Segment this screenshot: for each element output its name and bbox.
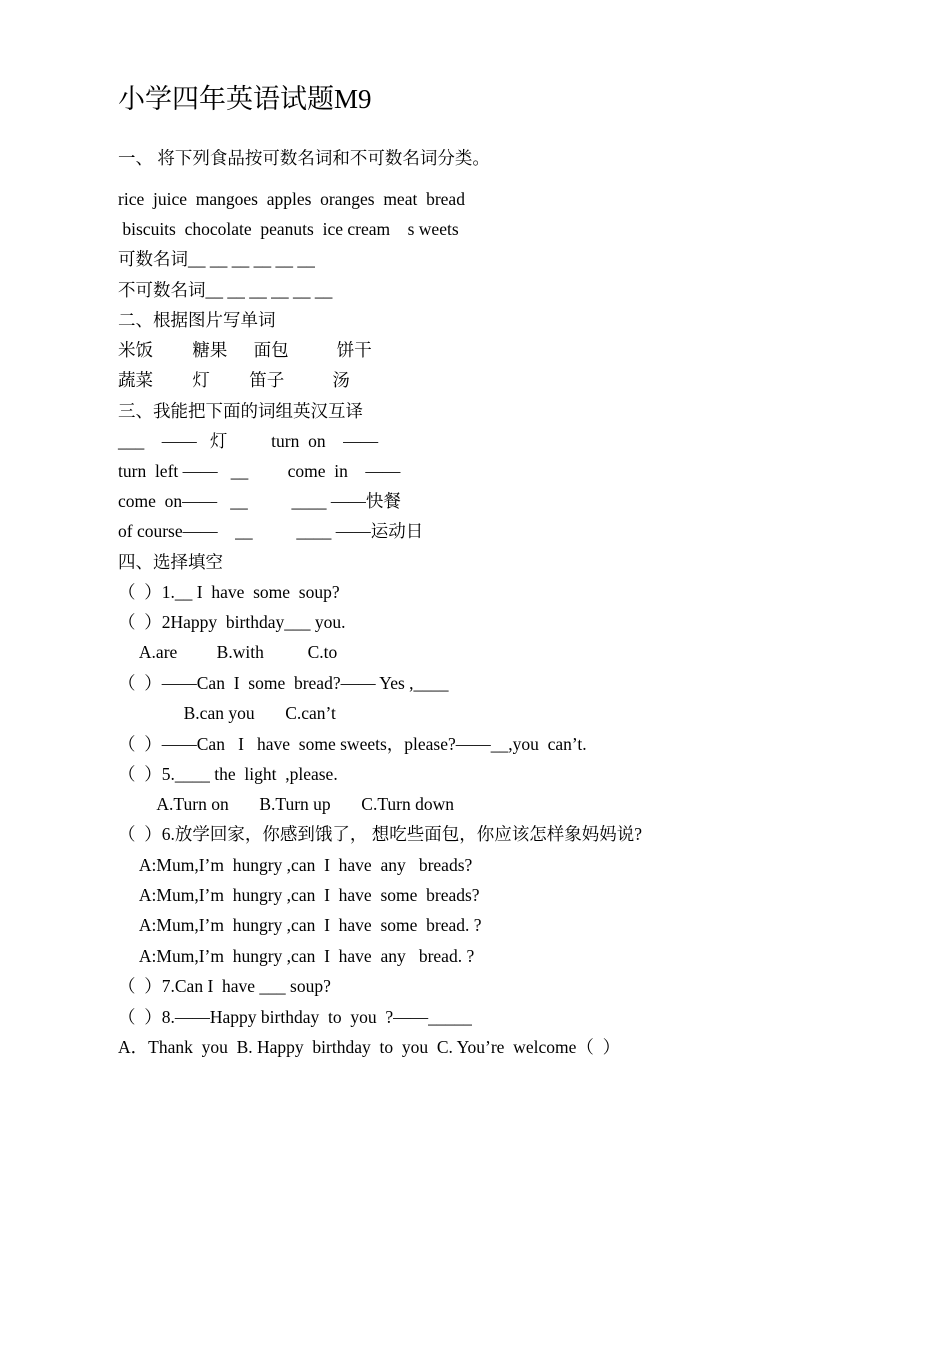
section-1-heading: 一、 将下列食品按可数名词和不可数名词分类。 bbox=[118, 148, 490, 168]
translation-row-2: turn left —— __ come in —— bbox=[118, 461, 401, 481]
picture-words-row-1: 米饭 糖果 面包 饼干 bbox=[118, 340, 372, 360]
question-6-option-2: A:Mum,I’m hungry ,can I have some breads? bbox=[118, 885, 480, 905]
question-2: （ ）2Happy birthday___ you. bbox=[118, 612, 346, 632]
question-3-options: B.can you C.can’t bbox=[118, 703, 336, 723]
countable-nouns-blanks: 可数名词__ __ __ __ __ __ bbox=[118, 249, 315, 269]
question-8-options: A．Thank you B. Happy birthday to you C. You’re welcome（ ） bbox=[118, 1037, 621, 1057]
question-6: （ ）6.放学回家，你感到饿了， 想吃些面包，你应该怎样象妈妈说? bbox=[118, 824, 643, 844]
translation-row-3: come on—— __ ____ ——快餐 bbox=[118, 491, 401, 511]
question-7: （ ）7.Can I have ___ soup? bbox=[118, 976, 331, 996]
section-2-heading: 二、根据图片写单词 bbox=[118, 310, 276, 330]
question-1: （ ）1.__ I have some soup? bbox=[118, 582, 340, 602]
question-5-options: A.Turn on B.Turn up C.Turn down bbox=[118, 794, 454, 814]
question-6-option-1: A:Mum,I’m hungry ,can I have any breads? bbox=[118, 855, 473, 875]
uncountable-nouns-blanks: 不可数名词__ __ __ __ __ __ bbox=[118, 280, 333, 300]
question-8: （ ）8.——Happy birthday to you ?——_____ bbox=[118, 1007, 472, 1027]
question-4: （ ）——Can I have some sweets，please?——__,you can’t. bbox=[118, 734, 587, 754]
page-title: 小学四年英语试题M9 bbox=[118, 84, 372, 114]
translation-row-4: of course—— __ ____ ——运动日 bbox=[118, 521, 424, 541]
question-6-option-3: A:Mum,I’m hungry ,can I have some bread. ? bbox=[118, 915, 482, 935]
picture-words-row-2: 蔬菜 灯 笛子 汤 bbox=[118, 370, 350, 390]
question-5: （ ）5.____ the light ,please. bbox=[118, 764, 338, 784]
translation-row-1: ___ —— 灯 turn on —— bbox=[118, 431, 379, 451]
question-2-options: A.are B.with C.to bbox=[118, 642, 338, 662]
word-list-line-2: biscuits chocolate peanuts ice cream s weets bbox=[118, 219, 459, 239]
section-3-heading: 三、我能把下面的词组英汉互译 bbox=[118, 401, 363, 421]
question-6-option-4: A:Mum,I’m hungry ,can I have any bread. ? bbox=[118, 946, 475, 966]
word-list-line-1: rice juice mangoes apples oranges meat bread bbox=[118, 189, 465, 209]
question-3: （ ）——Can I some bread?—— Yes ,____ bbox=[118, 673, 449, 693]
section-4-heading: 四、选择填空 bbox=[118, 552, 223, 572]
